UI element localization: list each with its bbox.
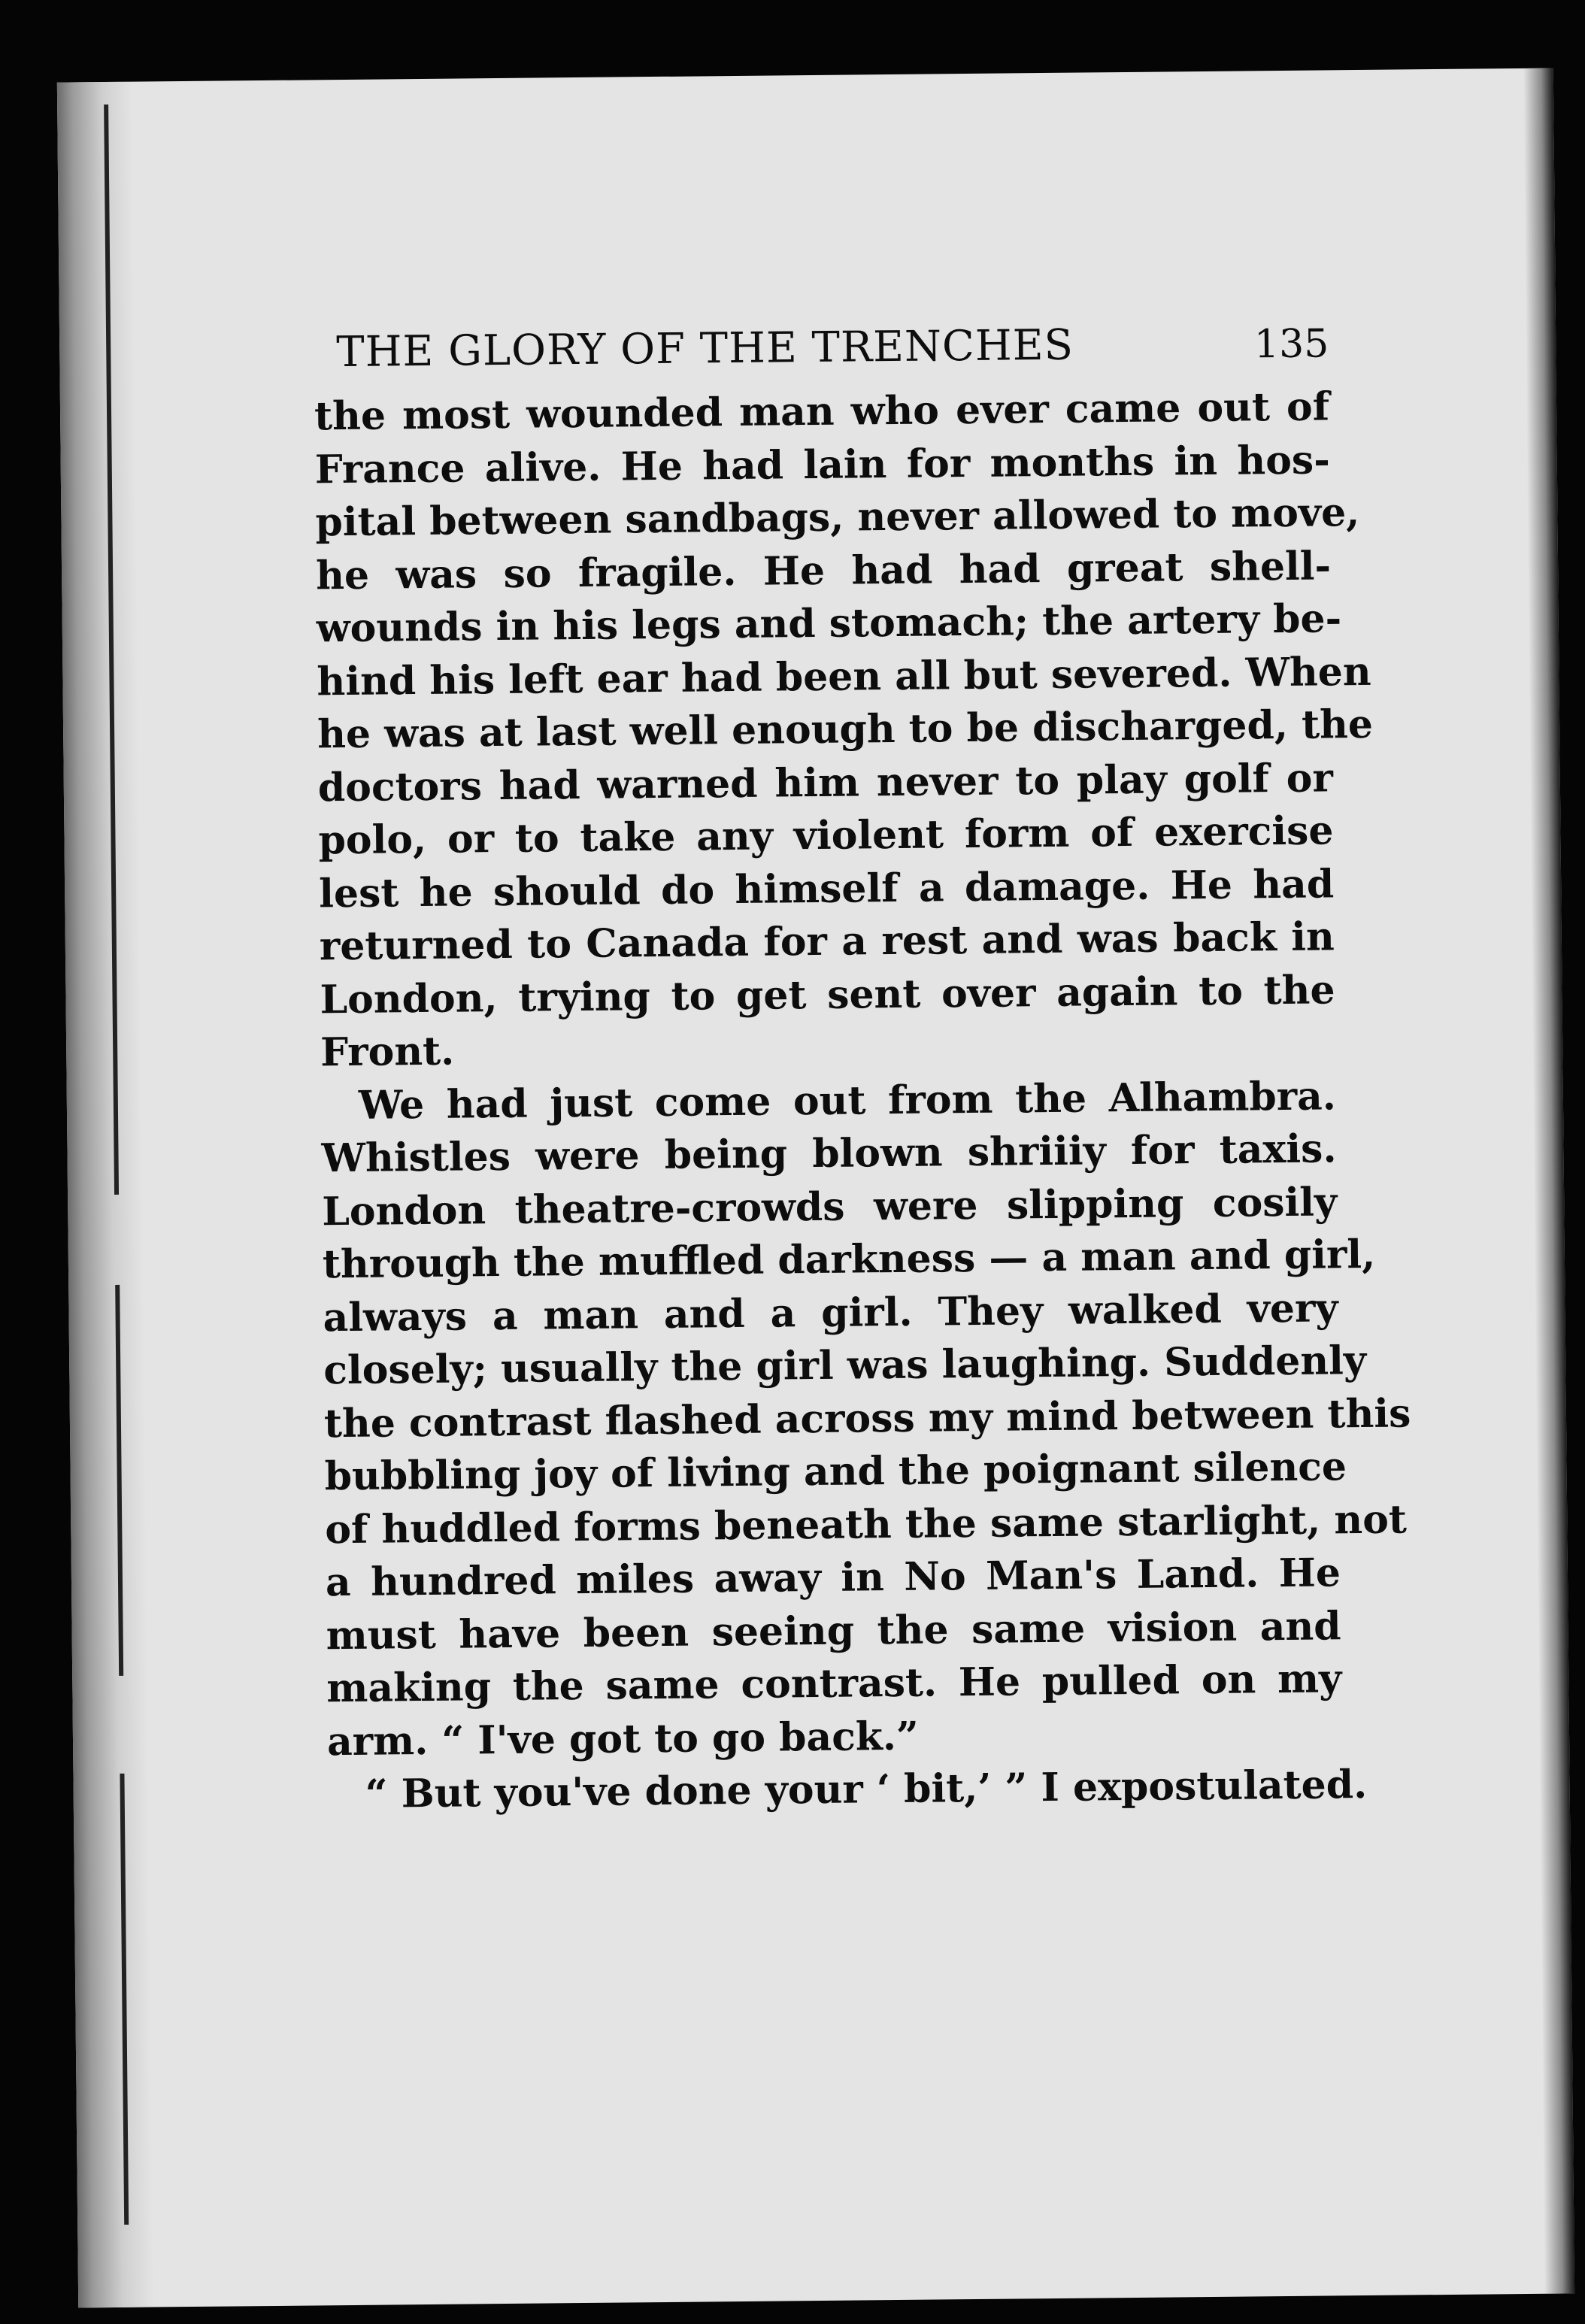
text-line: returned to Canada for a rest and was back in	[319, 914, 1335, 970]
text-line: lest he should do himself a damage. He had	[318, 860, 1335, 917]
text-line: London, trying to get sent over again to the	[320, 966, 1335, 1023]
paragraph-3	[327, 1759, 1368, 1821]
text-line: he was at last well enough to be discharged, the	[317, 701, 1374, 758]
text-line: Whistles were being blown shriiiy for taxis.	[321, 1126, 1337, 1182]
text-line: the most wounded man who ever came out of	[314, 383, 1330, 440]
text-line: France alive. He had lain for months in hos-	[314, 436, 1331, 492]
text-line: arm. “ I've got to go back.”	[326, 1713, 920, 1765]
text-line: the contrast flashed across my mind between this	[323, 1389, 1411, 1447]
running-head	[314, 318, 1329, 377]
text-line: polo, or to take any violent form of exercise	[318, 807, 1334, 864]
text-line: always a man and a girl. They walked very	[323, 1284, 1338, 1341]
text-line: London theatre-crowds were slipping cosily	[321, 1178, 1338, 1235]
text-line: hind his left ear had been all but severed. When	[317, 648, 1371, 704]
text-line: bubbling joy of living and the poignant silence	[324, 1444, 1347, 1500]
text-line: doctors had warned him never to play golf or	[317, 754, 1334, 811]
text-line: pital between sandbags, never allowed to move,	[315, 489, 1360, 546]
text-line: wounds in his legs and stomach; the artery be-	[316, 595, 1342, 652]
page-edge-shadow	[1523, 68, 1574, 2294]
paragraph-2	[321, 1070, 1411, 1768]
text-line: We had just come out from the Alhambra.	[358, 1072, 1337, 1129]
text-line: must have been seeing the same vision and	[326, 1602, 1341, 1659]
spine-shadow	[57, 82, 153, 2308]
book-page	[57, 68, 1574, 2308]
paragraph-1	[314, 380, 1374, 1079]
text-line: through the muffled darkness — a man and girl,	[322, 1231, 1376, 1288]
text-line: a hundred miles away in No Man's Land. He	[325, 1550, 1341, 1606]
text-line: closely; usually the girl was laughing. Suddenly	[323, 1337, 1367, 1394]
text-line: of huddled forms beneath the same starlight, not	[325, 1495, 1408, 1553]
page-text-block	[314, 318, 1411, 1821]
text-line: he was so fragile. He had had great shell-	[315, 542, 1332, 598]
text-line: Front.	[320, 1028, 455, 1076]
text-line: “ But you've done your ‘ bit,’ ” I expostulated.	[365, 1762, 1368, 1817]
running-title: THE GLORY OF THE TRENCHES	[335, 320, 1074, 377]
text-line: making the same contrast. He pulled on my	[326, 1656, 1342, 1712]
page-number: 135	[1253, 321, 1329, 368]
